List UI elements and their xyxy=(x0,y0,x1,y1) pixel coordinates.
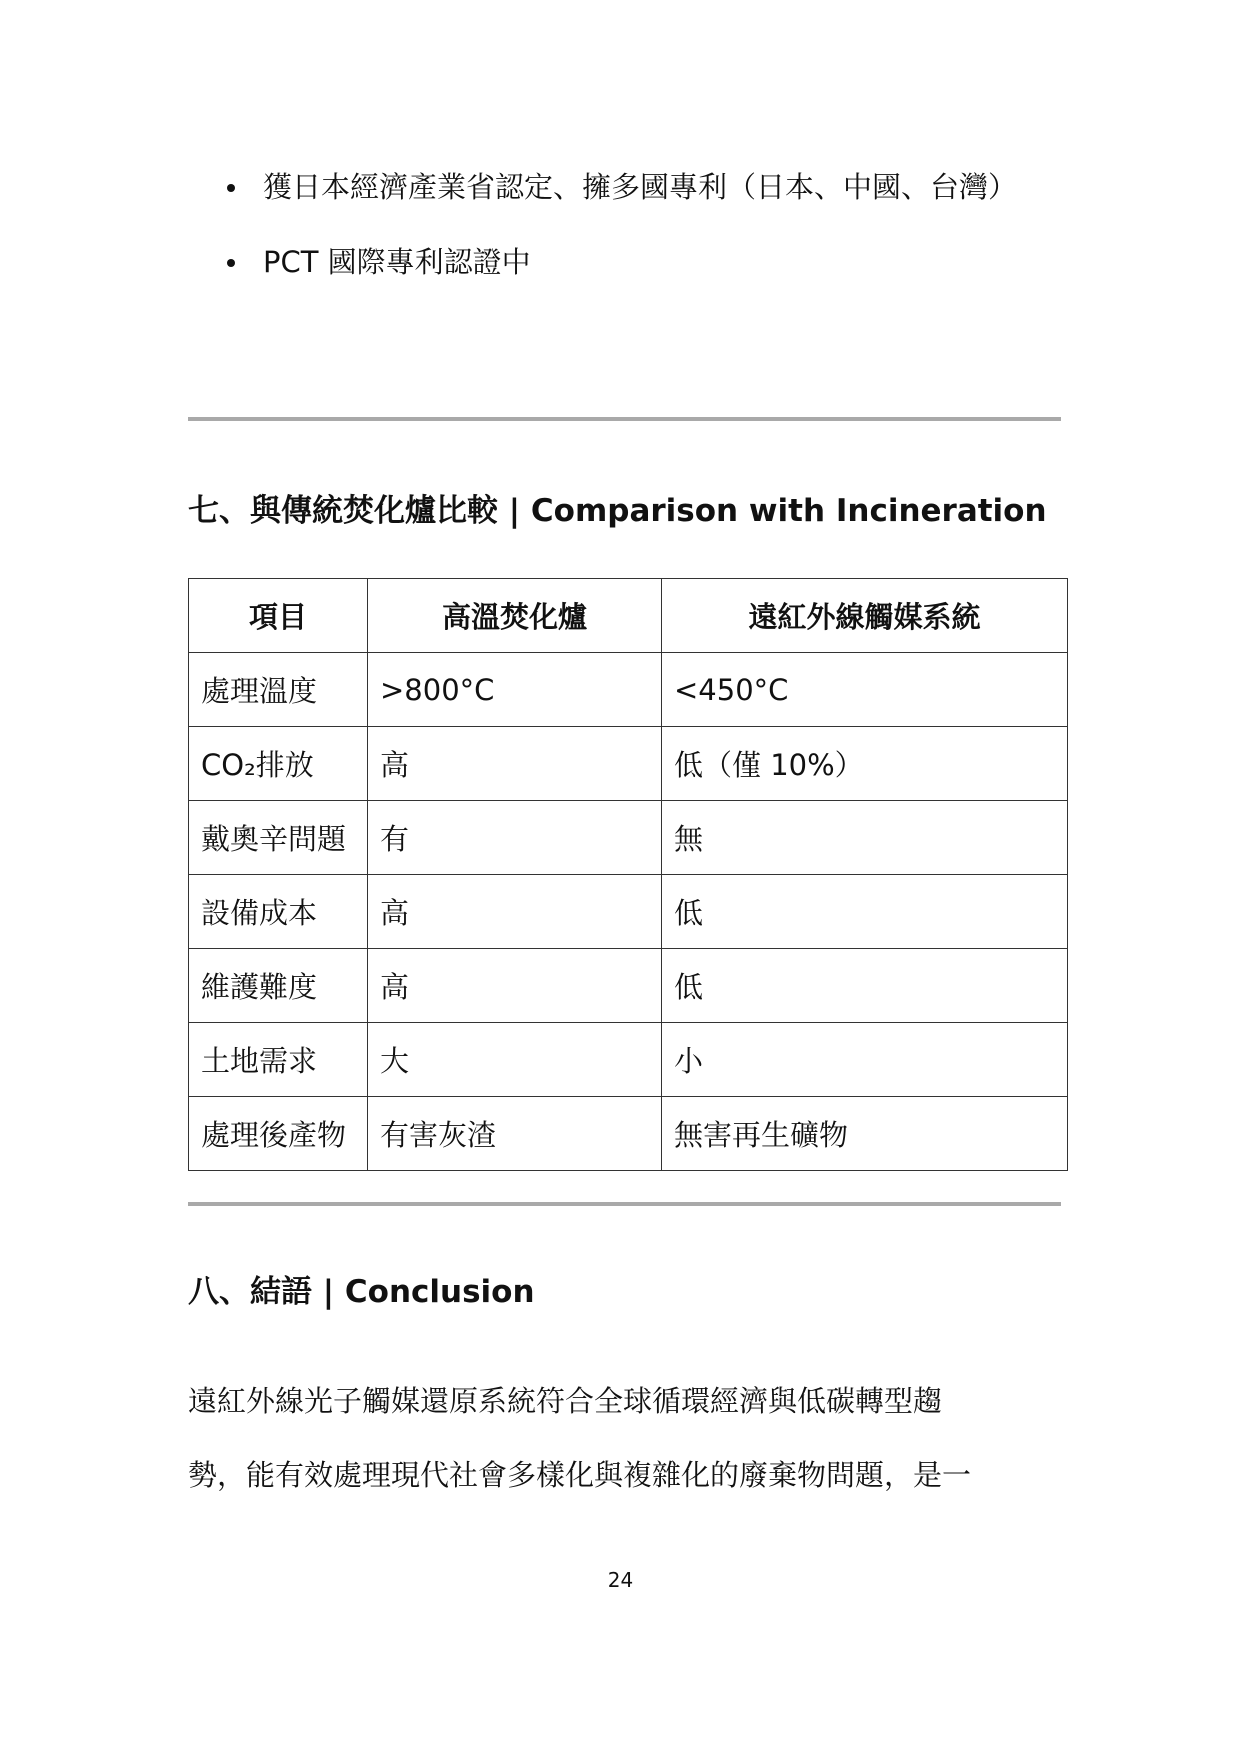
table-cell: 有 xyxy=(368,801,662,875)
table-cell: 戴奧辛問題 xyxy=(189,801,368,875)
bullet-text: 獲日本經濟產業省認定、擁多國專利（日本、中國、台灣） xyxy=(263,170,1018,204)
table-cell: >800°C xyxy=(368,653,662,727)
table-cell: 大 xyxy=(368,1023,662,1097)
table-cell: CO₂排放 xyxy=(189,727,368,801)
table-row xyxy=(189,801,1068,875)
table-cell: 小 xyxy=(662,1023,1068,1097)
bullet-dot-icon xyxy=(227,259,235,267)
table-cell: 無 xyxy=(662,801,1068,875)
table-row xyxy=(189,727,1068,801)
table-row xyxy=(189,1097,1068,1171)
table-cell: <450°C xyxy=(662,653,1068,727)
table-header-cell: 遠紅外線觸媒系統 xyxy=(662,579,1068,653)
table-cell: 高 xyxy=(368,949,662,1023)
section-divider xyxy=(188,1202,1061,1206)
bullet-item-pct xyxy=(210,225,1070,300)
table-cell: 處理溫度 xyxy=(189,653,368,727)
bullet-text: PCT 國際專利認證中 xyxy=(263,245,531,279)
table-cell: 設備成本 xyxy=(189,875,368,949)
table-header-row xyxy=(189,579,1068,653)
table-cell: 高 xyxy=(368,875,662,949)
table-cell: 處理後產物 xyxy=(189,1097,368,1171)
section-8-title: 八、結語 | Conclusion xyxy=(188,1274,535,1310)
table-cell: 土地需求 xyxy=(189,1023,368,1097)
table-header-cell: 高溫焚化爐 xyxy=(368,579,662,653)
section-7-title: 七、與傳統焚化爐比較 | Comparison with Incineration xyxy=(188,493,1047,529)
conclusion-paragraph xyxy=(188,1364,1068,1512)
section-divider xyxy=(188,417,1061,421)
table-cell: 有害灰渣 xyxy=(368,1097,662,1171)
bullet-dot-icon xyxy=(227,184,235,192)
paragraph-line: 遠紅外線光子觸媒還原系統符合全球循環經濟與低碳轉型趨 xyxy=(188,1384,943,1418)
table-header-cell: 項目 xyxy=(189,579,368,653)
table-cell: 低 xyxy=(662,949,1068,1023)
paragraph-line: 勢，能有效處理現代社會多樣化與複雜化的廢棄物問題，是一 xyxy=(188,1458,972,1492)
table-cell: 低 xyxy=(662,875,1068,949)
table-cell: 低（僅 10%） xyxy=(662,727,1068,801)
table-row xyxy=(189,949,1068,1023)
table-row xyxy=(189,1023,1068,1097)
table-row xyxy=(189,653,1068,727)
table-cell: 高 xyxy=(368,727,662,801)
table-cell: 無害再生礦物 xyxy=(662,1097,1068,1171)
comparison-table xyxy=(188,578,1068,1171)
table-row xyxy=(189,875,1068,949)
bullet-list xyxy=(210,150,1070,300)
bullet-item-patents xyxy=(210,150,1070,225)
page-number: 24 xyxy=(607,1568,634,1592)
table-cell: 維護難度 xyxy=(189,949,368,1023)
